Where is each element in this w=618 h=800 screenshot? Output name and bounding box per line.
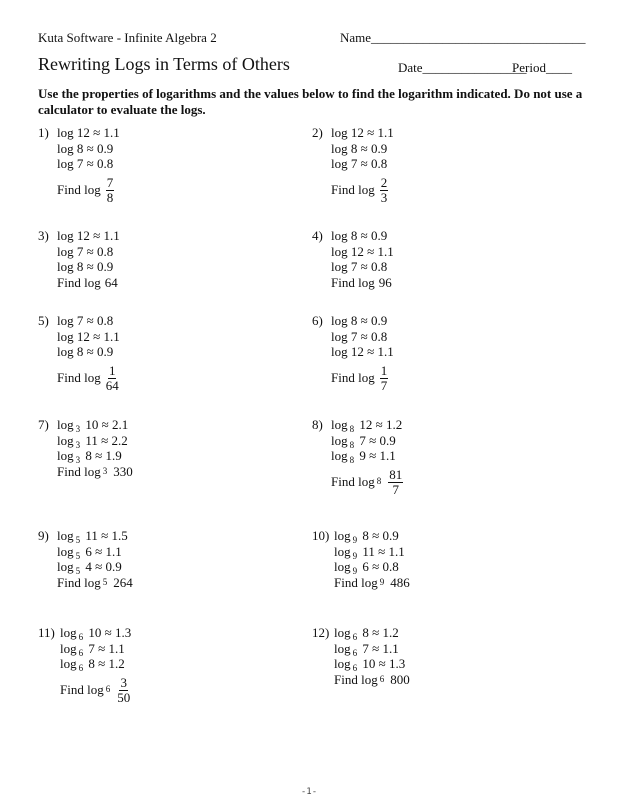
given-line: log 12 ≈ 1.1	[57, 125, 120, 140]
period-field: Period____	[512, 60, 572, 75]
log-argument: 8	[350, 313, 358, 328]
given-line: log 8 ≈ 0.9	[331, 228, 388, 243]
given-line: log 7 ≈ 0.8	[331, 156, 388, 171]
log-base: 9	[352, 535, 358, 545]
problem-body	[57, 313, 120, 393]
given-line: log 7 ≈ 0.8	[331, 259, 388, 274]
find-line	[57, 464, 133, 480]
given-line: log $_5$ 4 ≈ 0.9	[57, 559, 122, 576]
log-base: 9	[352, 550, 358, 561]
find-line	[57, 575, 133, 591]
problem-number: 12)	[312, 625, 330, 640]
find-argument: 800	[390, 671, 410, 687]
log-base: 6	[352, 663, 358, 673]
given-line: log $_6$ 8 ≈ 1.2	[334, 625, 399, 642]
log-base: 6	[105, 684, 111, 695]
given-line: log 7 ≈ 0.8	[57, 313, 114, 328]
log-value: 1.1	[379, 448, 396, 463]
log-argument: 12	[76, 328, 90, 344]
find-label: Find log	[331, 474, 375, 490]
log-argument: 7	[359, 432, 366, 448]
log-value: 0.9	[371, 313, 388, 328]
problem-number: 9)	[38, 528, 49, 543]
log-base: 6	[352, 647, 358, 658]
find-label: Find log	[331, 182, 375, 198]
given-line: log $_8$ 7 ≈ 0.9	[331, 432, 396, 450]
fraction-denominator: 7	[392, 481, 399, 497]
problem-number: 2)	[312, 125, 323, 140]
log-argument: 6	[362, 559, 369, 574]
fraction-numerator: 1	[108, 362, 116, 378]
problem-number: 4)	[312, 228, 323, 243]
find-label: Find log	[331, 274, 375, 290]
log-value: 2.2	[111, 432, 128, 448]
fraction-numerator: 7	[106, 174, 114, 190]
fraction	[106, 176, 115, 205]
log-value: 1.2	[386, 417, 403, 432]
log-argument: 10	[85, 417, 99, 432]
given-line: log 7 ≈ 0.8	[331, 328, 388, 344]
log-argument: 12	[76, 228, 90, 243]
given-line: log $_8$ 12 ≈ 1.2	[331, 417, 403, 434]
given-line: log $_3$ 11 ≈ 2.2	[57, 432, 128, 450]
log-argument: 7	[76, 313, 84, 328]
log-base: 9	[379, 576, 385, 587]
given-line: log $_9$ 11 ≈ 1.1	[334, 543, 405, 561]
log-base: 5	[75, 550, 81, 561]
log-base: 6	[352, 632, 358, 642]
given-line: log 12 ≈ 1.1	[331, 125, 394, 140]
given-line: log 12 ≈ 1.1	[57, 228, 120, 243]
given-line: log $_6$ 10 ≈ 1.3	[334, 656, 406, 673]
find-label: Find log	[57, 182, 101, 198]
log-argument: 9	[359, 448, 366, 463]
given-line: log $_5$ 11 ≈ 1.5	[57, 528, 128, 545]
log-value: 1.1	[382, 640, 399, 656]
given-line: log 8 ≈ 0.9	[331, 140, 388, 156]
given-line: log 8 ≈ 0.9	[57, 344, 114, 359]
log-value: 2.1	[112, 417, 129, 432]
log-base: 5	[102, 576, 108, 587]
log-argument: 8	[76, 344, 84, 359]
given-line: log 8 ≈ 0.9	[57, 259, 114, 274]
fraction-numerator: 2	[380, 174, 388, 190]
fraction	[380, 176, 389, 205]
log-argument: 8	[76, 140, 84, 156]
problem-body	[331, 125, 394, 205]
find-label: Find log	[57, 274, 101, 290]
log-value: 0.8	[371, 259, 388, 274]
given-line: log $_6$ 7 ≈ 1.1	[60, 640, 125, 658]
log-base: 8	[349, 455, 355, 465]
given-line: log $_9$ 6 ≈ 0.8	[334, 559, 399, 576]
log-value: 0.8	[371, 328, 388, 344]
problem-body	[334, 528, 410, 590]
log-argument: 12	[76, 125, 90, 140]
find-line	[331, 468, 403, 497]
find-line	[334, 672, 410, 688]
log-value: 0.8	[97, 313, 114, 328]
given-line: log $_3$ 8 ≈ 1.9	[57, 448, 122, 465]
log-value: 1.1	[388, 543, 405, 559]
log-argument: 11	[362, 543, 375, 559]
find-line	[331, 364, 394, 393]
find-argument: 330	[113, 463, 133, 479]
page-number: -1-	[300, 787, 318, 797]
fraction-numerator: 81	[389, 466, 403, 482]
problem-body	[57, 528, 133, 590]
log-value: 1.2	[382, 625, 399, 640]
fraction	[388, 468, 403, 497]
log-base: 8	[349, 439, 355, 450]
given-line: log 12 ≈ 1.1	[57, 328, 120, 344]
given-line: log 7 ≈ 0.8	[57, 243, 114, 259]
log-value: 0.9	[105, 559, 122, 574]
find-line	[331, 176, 394, 205]
name-field: Name_________________________________	[340, 30, 586, 45]
log-base: 5	[75, 535, 81, 545]
log-argument: 8	[362, 625, 369, 640]
given-line: log $_9$ 8 ≈ 0.9	[334, 528, 399, 545]
log-base: 6	[78, 663, 84, 673]
log-base: 8	[376, 476, 382, 487]
log-value: 1.1	[105, 543, 122, 559]
log-value: 0.9	[371, 140, 388, 156]
log-argument: 8	[350, 140, 358, 156]
log-value: 1.1	[377, 125, 394, 140]
log-argument: 10	[362, 656, 376, 671]
log-argument: 7	[350, 156, 358, 171]
publisher-label: Kuta Software - Infinite Algebra 2	[38, 30, 217, 45]
log-value: 1.3	[389, 656, 406, 671]
log-argument: 11	[85, 528, 98, 543]
problem-body	[334, 625, 410, 687]
find-label: Find log	[57, 370, 101, 386]
log-argument: 7	[88, 640, 95, 656]
log-value: 1.3	[115, 625, 132, 640]
find-label: Find log	[60, 682, 104, 698]
find-label: Find log	[334, 574, 378, 590]
fraction-denominator: 50	[117, 689, 131, 705]
log-base: 6	[379, 673, 385, 684]
problem-body	[57, 228, 120, 290]
log-value: 0.8	[97, 243, 114, 259]
fraction-denominator: 3	[380, 189, 388, 205]
problem-body	[60, 625, 131, 705]
log-value: 1.9	[105, 448, 122, 463]
problem-number: 5)	[38, 313, 49, 328]
log-base: 3	[75, 424, 81, 434]
log-argument: 12	[350, 344, 364, 359]
problem-number: 1)	[38, 125, 49, 140]
given-line: log 7 ≈ 0.8	[57, 156, 114, 171]
log-argument: 12	[359, 417, 373, 432]
find-argument: 96	[378, 274, 392, 290]
problem-number: 10)	[312, 528, 330, 543]
problem-body	[331, 417, 403, 497]
log-argument: 8	[350, 228, 358, 243]
given-line: log $_3$ 10 ≈ 2.1	[57, 417, 129, 434]
fraction	[106, 364, 119, 393]
given-line: log $_5$ 6 ≈ 1.1	[57, 543, 122, 561]
log-argument: 12	[350, 125, 364, 140]
fraction	[117, 676, 130, 705]
log-argument: 8	[88, 656, 95, 671]
log-argument: 7	[76, 156, 84, 171]
find-label: Find log	[334, 671, 378, 687]
log-value: 0.9	[97, 140, 114, 156]
date-field: Date________________	[398, 60, 527, 75]
log-base: 5	[75, 566, 81, 576]
log-value: 0.8	[382, 559, 399, 574]
problem-number: 8)	[312, 417, 323, 432]
log-value: 1.2	[108, 656, 125, 671]
given-line: log $_6$ 7 ≈ 1.1	[334, 640, 399, 658]
log-value: 1.1	[377, 344, 394, 359]
problem-body	[331, 228, 394, 290]
log-value: 0.9	[97, 259, 114, 274]
problem-body	[57, 417, 133, 479]
problem-body	[331, 313, 394, 393]
fraction-denominator: 7	[380, 377, 388, 393]
find-line	[57, 364, 120, 393]
log-argument: 7	[350, 259, 358, 274]
find-line	[60, 676, 131, 705]
problem-number: 11)	[38, 625, 55, 640]
fraction-denominator: 8	[106, 189, 114, 205]
log-base: 8	[349, 424, 355, 434]
log-value: 1.1	[103, 125, 120, 140]
log-argument: 10	[88, 625, 102, 640]
log-argument: 7	[350, 328, 358, 344]
log-base: 6	[78, 647, 84, 658]
log-base: 3	[75, 439, 81, 450]
problem-body	[57, 125, 120, 205]
log-argument: 12	[350, 243, 364, 259]
log-argument: 7	[362, 640, 369, 656]
log-base: 6	[78, 632, 84, 642]
find-line	[334, 575, 410, 591]
log-value: 0.9	[371, 228, 388, 243]
given-line: log $_6$ 10 ≈ 1.3	[60, 625, 132, 642]
log-value: 1.5	[111, 528, 128, 543]
find-label: Find log	[57, 463, 101, 479]
log-value: 1.1	[103, 228, 120, 243]
problem-number: 7)	[38, 417, 49, 432]
log-argument: 8	[85, 448, 92, 463]
log-base: 9	[352, 566, 358, 576]
find-label: Find log	[57, 574, 101, 590]
given-line: log $_6$ 8 ≈ 1.2	[60, 656, 125, 673]
fraction	[380, 364, 389, 393]
log-value: 0.8	[371, 156, 388, 171]
fraction-denominator: 64	[105, 377, 119, 393]
given-line: log 8 ≈ 0.9	[57, 140, 114, 156]
log-argument: 11	[85, 432, 98, 448]
log-value: 1.1	[108, 640, 125, 656]
log-value: 0.9	[379, 432, 396, 448]
given-line: log $_8$ 9 ≈ 1.1	[331, 448, 396, 465]
problem-number: 3)	[38, 228, 49, 243]
log-value: 0.9	[382, 528, 399, 543]
given-line: log 12 ≈ 1.1	[331, 243, 394, 259]
find-argument: 486	[390, 574, 410, 590]
log-argument: 4	[85, 559, 92, 574]
log-value: 1.1	[377, 243, 394, 259]
find-line	[57, 176, 120, 205]
log-argument: 7	[76, 243, 84, 259]
instructions: Use the properties of logarithms and the values below to find the logarithm indicated. Do not use a calculator to evaluate the logs.	[38, 86, 583, 117]
log-value: 1.1	[103, 328, 120, 344]
log-base: 3	[75, 455, 81, 465]
find-line	[57, 275, 120, 291]
given-line: log 8 ≈ 0.9	[331, 313, 388, 328]
log-base: 3	[102, 465, 108, 476]
find-argument: 64	[104, 274, 118, 290]
fraction-numerator: 1	[380, 362, 388, 378]
log-argument: 8	[76, 259, 84, 274]
problem-number: 6)	[312, 313, 323, 328]
worksheet-title: Rewriting Logs in Terms of Others	[38, 54, 290, 74]
given-line: log 12 ≈ 1.1	[331, 344, 394, 359]
log-value: 0.8	[97, 156, 114, 171]
find-argument: 264	[113, 574, 133, 590]
fraction-numerator: 3	[120, 674, 127, 690]
log-argument: 8	[362, 528, 369, 543]
log-argument: 6	[85, 543, 92, 559]
find-line	[331, 275, 394, 291]
log-value: 0.9	[97, 344, 114, 359]
find-label: Find log	[331, 370, 375, 386]
